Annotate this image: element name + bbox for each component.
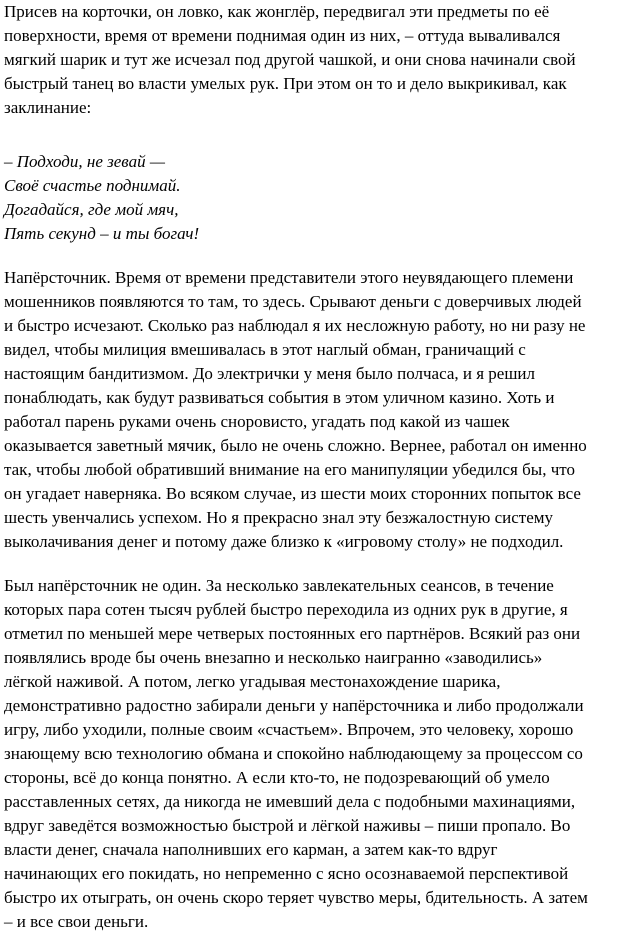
poem-line: Своё счастье поднимай. xyxy=(4,176,181,195)
text-line: Присев на корточки, он ловко, как жонглёр, передвигал эти предметы по её xyxy=(4,2,550,21)
text-line: начинающих его покидать, но непременно с ясно осознаваемой перспективой xyxy=(4,864,569,883)
text-line: поверхности, время от времени поднимая один из них, – оттуда вываливался xyxy=(4,26,561,45)
text-line: работал парень руками очень сноровисто, угадать под какой из чашек xyxy=(4,412,510,431)
text-line: вдруг заведётся возможностью быстрой и лёгкой наживы – пиши пропало. Во xyxy=(4,816,571,835)
paragraph-3 xyxy=(4,574,616,934)
text-line: которых пара сотен тысяч рублей быстро переходила из одних рук в другие, я xyxy=(4,600,568,619)
text-line: настоящим бандитизмом. До электрички у меня было полчаса, и я решил xyxy=(4,364,536,383)
text-line: отметил по меньшей мере четверых постоянных его партнёров. Всякий раз они xyxy=(4,624,581,643)
text-line: шесть увенчались успехом. Но я прекрасно знал эту безжалостную систему xyxy=(4,508,554,527)
text-line: появлялись вроде бы очень внезапно и несколько наигранно «заводились» xyxy=(4,648,543,667)
text-line: расставленных сетях, да никогда не имевший дела с подобными махинациями, xyxy=(4,792,576,811)
text-line: мошенников появляются то там, то здесь. Срывают деньги с доверчивых людей xyxy=(4,292,582,311)
poem-line: Догадайся, где мой мяч, xyxy=(4,200,179,219)
text-line: и быстро исчезают. Сколько раз наблюдал я их несложную работу, но ни разу не xyxy=(4,316,586,335)
text-line: заклинание: xyxy=(4,98,92,117)
text-line: мягкий шарик и тут же исчезал под другой чашкой, и они снова начинали свой xyxy=(4,50,576,69)
text-line: выколачивания денег и потому даже близко к «игровому столу» не подходил. xyxy=(4,532,564,551)
paragraph-1 xyxy=(4,0,616,120)
text-line: стороны, всё до конца понятно. А если кто-то, не подозревающий об умело xyxy=(4,768,550,787)
text-line: понаблюдать, как будут развиваться события в этом уличном казино. Хоть и xyxy=(4,388,555,407)
paragraph-2 xyxy=(4,266,616,554)
text-line: быстро их отыграть, он очень скоро теряет чувство меры, бдительность. А затем xyxy=(4,888,588,907)
poem-line: – Подходи, не зевай — xyxy=(4,152,165,171)
text-line: видел, чтобы милиция вмешивалась в этот наглый обман, граничащий с xyxy=(4,340,526,359)
text-line: Был напёрсточник не один. За несколько завлекательных сеансов, в течение xyxy=(4,576,554,595)
text-line: игру, либо уходили, полные своим «счастьем». Впрочем, это человеку, хорошо xyxy=(4,720,574,739)
text-line: быстрый танец во власти умелых рук. При этом он то и дело выкрикивал, как xyxy=(4,74,567,93)
poem-line: Пять секунд – и ты богач! xyxy=(4,224,200,243)
text-line: оказывается заветный мячик, было не очень сложно. Вернее, работал он именно xyxy=(4,436,587,455)
text-line: Напёрсточник. Время от времени представители этого неувядающего племени xyxy=(4,268,574,287)
text-line: знающему всю технологию обмана и спокойно наблюдающему за процессом со xyxy=(4,744,583,763)
text-line: демонстративно радостно забирали деньги у напёрсточника и либо продолжали xyxy=(4,696,584,715)
text-line: так, чтобы любой обративший внимание на его манипуляции убедился бы, что xyxy=(4,460,575,479)
text-line: он угадает наверняка. Во всяком случае, из шести моих сторонних попыток все xyxy=(4,484,581,503)
text-line: лёгкой наживой. А потом, легко угадывая местонахождение шарика, xyxy=(4,672,501,691)
poem-stanza xyxy=(4,150,616,246)
text-line: власти денег, сначала наполнивших его карман, а затем как-то вдруг xyxy=(4,840,498,859)
text-line: – и все свои деньги. xyxy=(4,912,149,931)
